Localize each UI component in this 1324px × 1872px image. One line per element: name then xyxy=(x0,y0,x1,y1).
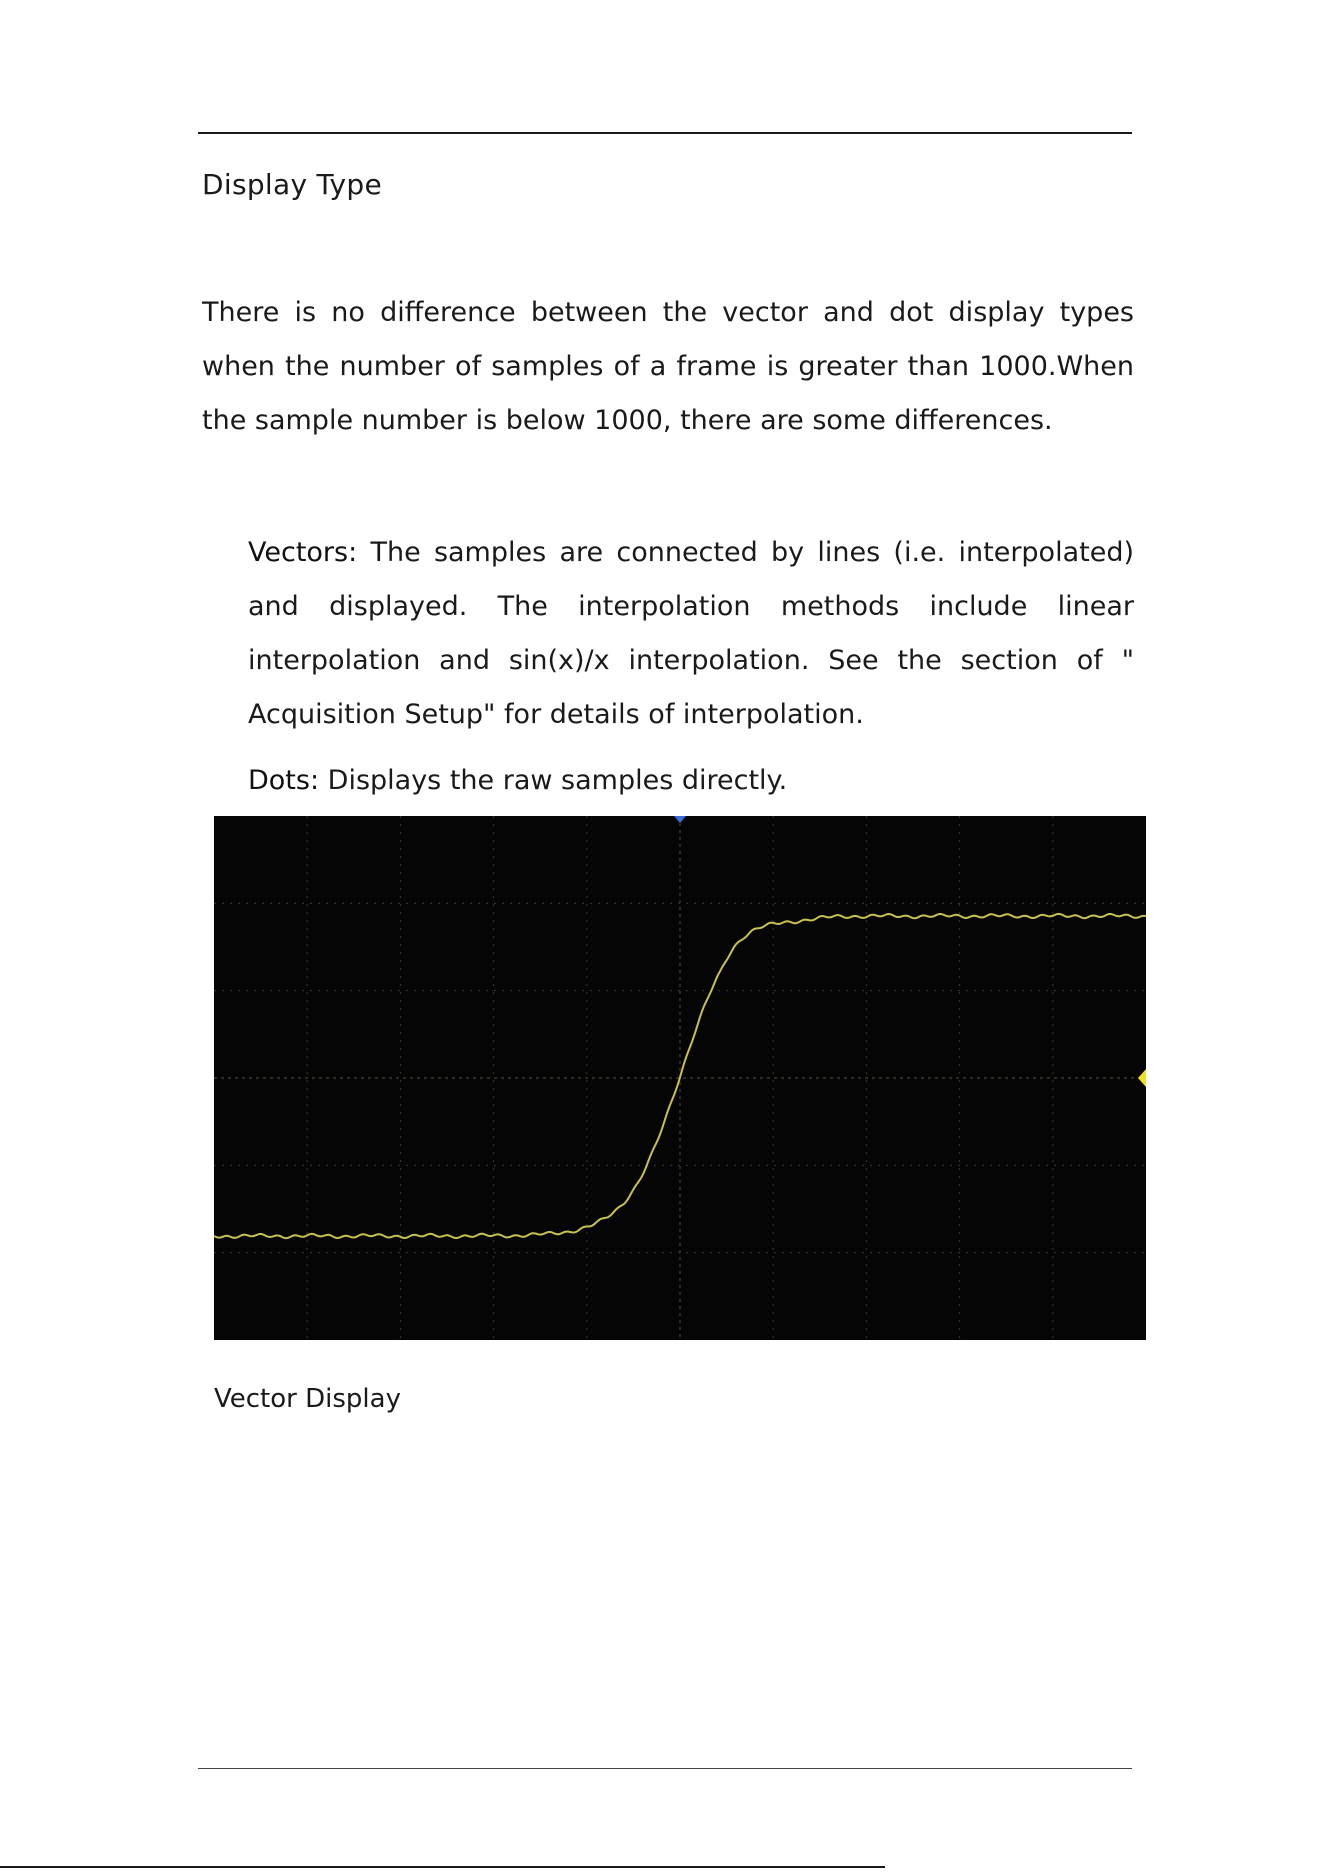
header-rule xyxy=(198,132,1132,134)
figure-caption: Vector Display xyxy=(214,1384,401,1414)
trigger-level-marker xyxy=(1138,1069,1146,1087)
definition-dots xyxy=(248,754,1134,808)
footer-rule xyxy=(198,1768,1132,1769)
definition-vectors-text: The samples are connected by lines (i.e. interpolated) and displayed. The interpolation methods include linear interpolation and sin(x)/x interpolation. See the section of " Acquisition Setup" for details of interpolation. xyxy=(248,537,1134,730)
oscilloscope-display xyxy=(214,816,1146,1340)
definition-vectors xyxy=(248,526,1134,742)
page-edge-rule xyxy=(0,1866,885,1868)
intro-paragraph: There is no difference between the vector and dot display types when the number of samples of a frame is greater than 1000.When the sample number is below 1000, there are some differences. xyxy=(202,297,1134,436)
definition-dots-term: Dots: xyxy=(248,765,320,796)
definition-vectors-term: Vectors: xyxy=(248,537,358,568)
oscilloscope-screenshot xyxy=(214,816,1146,1340)
definition-dots-text: Displays the raw samples directly. xyxy=(327,765,788,796)
trigger-position-marker xyxy=(674,816,686,823)
section-title: Display Type xyxy=(202,168,383,201)
